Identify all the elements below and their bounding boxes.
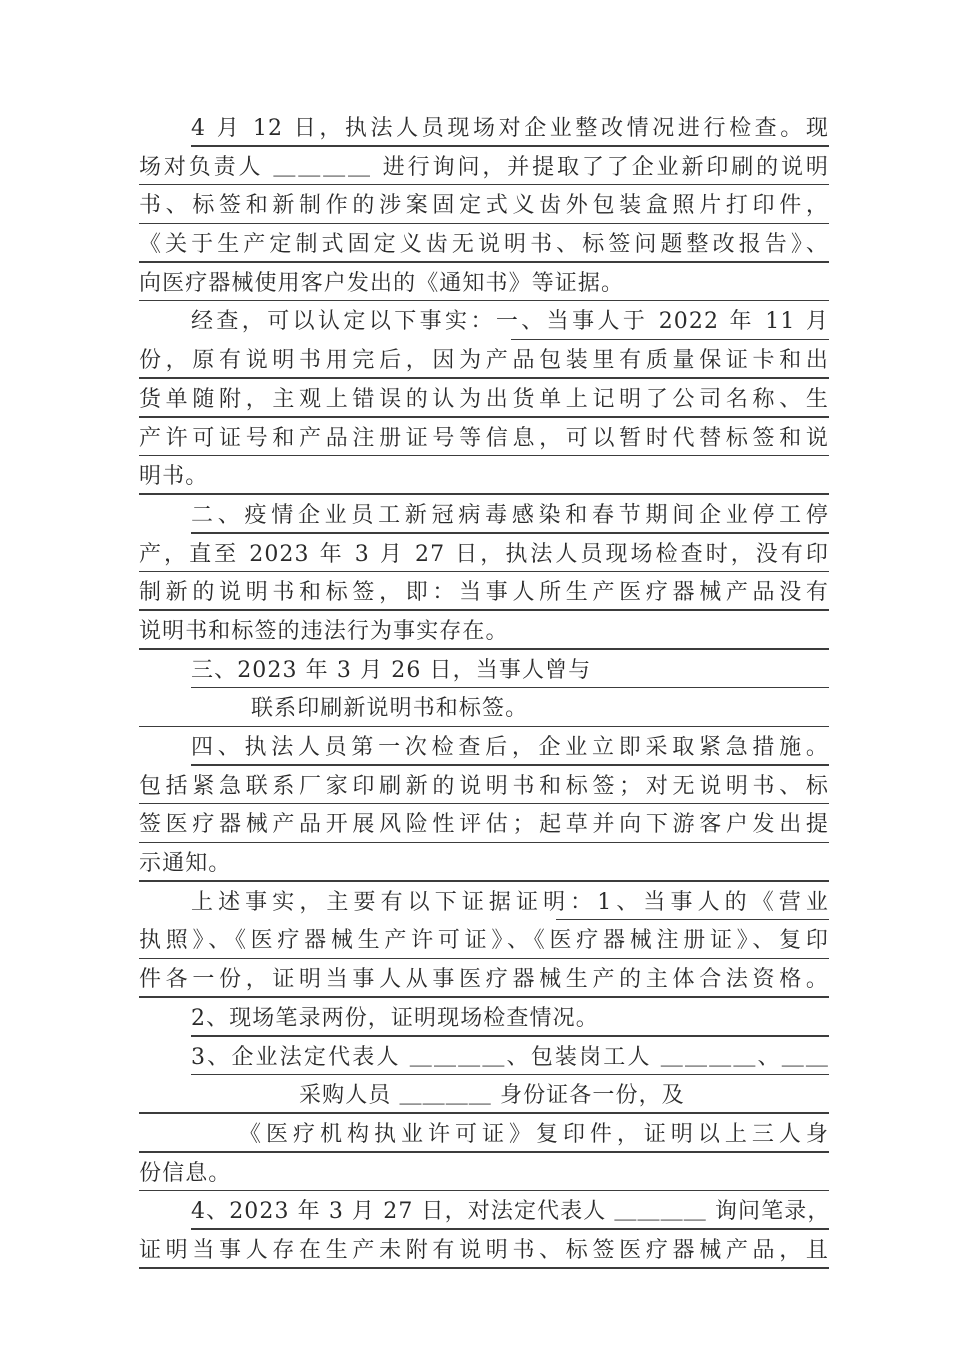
line-text: 货单随附，主观上错误的认为出货单上记明了公司名称、生 bbox=[139, 386, 829, 412]
underline bbox=[139, 880, 829, 882]
line-text: 明书。 bbox=[139, 464, 209, 490]
text-line bbox=[139, 189, 829, 228]
text-line bbox=[139, 1157, 829, 1196]
line-text: 联系印刷新说明书和标签。 bbox=[251, 696, 529, 722]
line-text: 采购人员 ＿＿＿＿ 身份证各一份，及 bbox=[299, 1083, 685, 1109]
line-text: 4 月 12 日，执法人员现场对企业整改情况进行检查。现 bbox=[191, 116, 829, 141]
paragraph-p8 bbox=[139, 1041, 829, 1196]
line-text: 4、2023 年 3 月 27 日，对法定代表人 ＿＿＿＿ 询问笔录， bbox=[191, 1199, 831, 1225]
paragraph-p6 bbox=[139, 886, 829, 1002]
line-text: 向医疗器械使用客户发出的《通知书》等证据。 bbox=[139, 270, 625, 296]
line-text: 份，原有说明书用完后，因为产品包装里有质量保证卡和出 bbox=[139, 348, 829, 374]
line-text: 产，直至 2023 年 3 月 27 日，执法人员现场检查时，没有印 bbox=[139, 541, 829, 567]
paragraph-p7 bbox=[139, 1002, 829, 1041]
line-text: 签医疗器械产品开展风险性评估；起草并向下游客户发出提 bbox=[139, 812, 829, 838]
text-line bbox=[139, 1195, 829, 1234]
text-line bbox=[139, 112, 829, 151]
document-page bbox=[139, 112, 829, 1273]
paragraph-p4 bbox=[139, 654, 829, 731]
line-text: 《关于生产定制式固定义齿无说明书、标签问题整改报告》、 bbox=[139, 232, 829, 258]
line-text: 2、现场笔录两份，证明现场检查情况。 bbox=[191, 1005, 599, 1031]
line-text: 证明当事人存在生产未附有说明书、标签医疗器械产品，且 bbox=[139, 1237, 829, 1263]
text-line bbox=[139, 847, 829, 886]
line-text: 件各一份，证明当事人从事医疗器械生产的主体合法资格。 bbox=[139, 967, 829, 993]
text-line bbox=[139, 344, 829, 383]
text-line bbox=[139, 383, 829, 422]
line-text: 上述事实，主要有以下证据证明：1、当事人的《营业 bbox=[191, 889, 829, 915]
line-text: 三、2023 年 3 月 26 日，当事人曾与 bbox=[191, 657, 592, 683]
line-text: 产许可证号和产品注册证号等信息，可以暂时代替标签和说 bbox=[139, 425, 829, 451]
line-text: 四、执法人员第一次检查后，企业立即采取紧急措施。 bbox=[191, 735, 829, 760]
text-line bbox=[139, 499, 829, 538]
paragraph-p1 bbox=[139, 112, 829, 305]
line-text: 份信息。 bbox=[139, 1160, 232, 1186]
text-line bbox=[139, 924, 829, 963]
text-line bbox=[139, 654, 829, 693]
paragraph-p2 bbox=[139, 305, 829, 498]
paragraph-p5 bbox=[139, 731, 829, 886]
text-line bbox=[139, 963, 829, 1002]
text-line bbox=[139, 1041, 829, 1080]
text-line bbox=[139, 615, 829, 654]
text-line bbox=[139, 267, 829, 306]
text-line bbox=[139, 151, 829, 190]
text-line bbox=[139, 228, 829, 267]
text-line bbox=[139, 460, 829, 499]
line-text: 说明书和标签的违法行为事实存在。 bbox=[139, 618, 509, 644]
text-line bbox=[139, 1118, 829, 1157]
text-line bbox=[139, 538, 829, 577]
line-text: 3、企业法定代表人 ＿＿＿＿、包装岗工人 ＿＿＿＿、＿＿ bbox=[191, 1044, 829, 1070]
text-line bbox=[139, 305, 829, 344]
text-line bbox=[139, 731, 829, 770]
text-line bbox=[139, 770, 829, 809]
text-line bbox=[139, 1079, 829, 1118]
line-text: 制新的说明书和标签，即：当事人所生产医疗器械产品没有 bbox=[139, 580, 829, 606]
line-text: 包括紧急联系厂家印刷新的说明书和标签；对无说明书、标 bbox=[139, 773, 829, 799]
text-line bbox=[139, 422, 829, 461]
line-text: 示通知。 bbox=[139, 851, 232, 877]
text-line bbox=[139, 886, 829, 925]
line-text: 书、标签和新制作的涉案固定式义齿外包装盒照片打印件， bbox=[139, 193, 829, 219]
text-line bbox=[139, 808, 829, 847]
text-line bbox=[139, 1234, 829, 1273]
text-line bbox=[139, 1002, 829, 1041]
text-line bbox=[139, 576, 829, 615]
underline bbox=[139, 493, 829, 495]
underline bbox=[139, 1190, 829, 1192]
line-text: 场对负责人 ＿＿＿＿ 进行询问，并提取了了企业新印刷的说明 bbox=[139, 154, 829, 180]
line-text: 经查，可以认定以下事实：一、当事人于 2022 年 11 月 bbox=[191, 309, 829, 335]
paragraph-p3 bbox=[139, 499, 829, 654]
line-text: 《医疗机构执业许可证》复印件，证明以上三人身 bbox=[239, 1121, 829, 1147]
line-text: 执照》、《医疗器械生产许可证》、《医疗器械注册证》、复印 bbox=[139, 928, 829, 954]
paragraph-p9 bbox=[139, 1195, 829, 1272]
line-text: 二、疫情企业员工新冠病毒感染和春节期间企业停工停 bbox=[191, 502, 829, 528]
text-line bbox=[139, 692, 829, 731]
